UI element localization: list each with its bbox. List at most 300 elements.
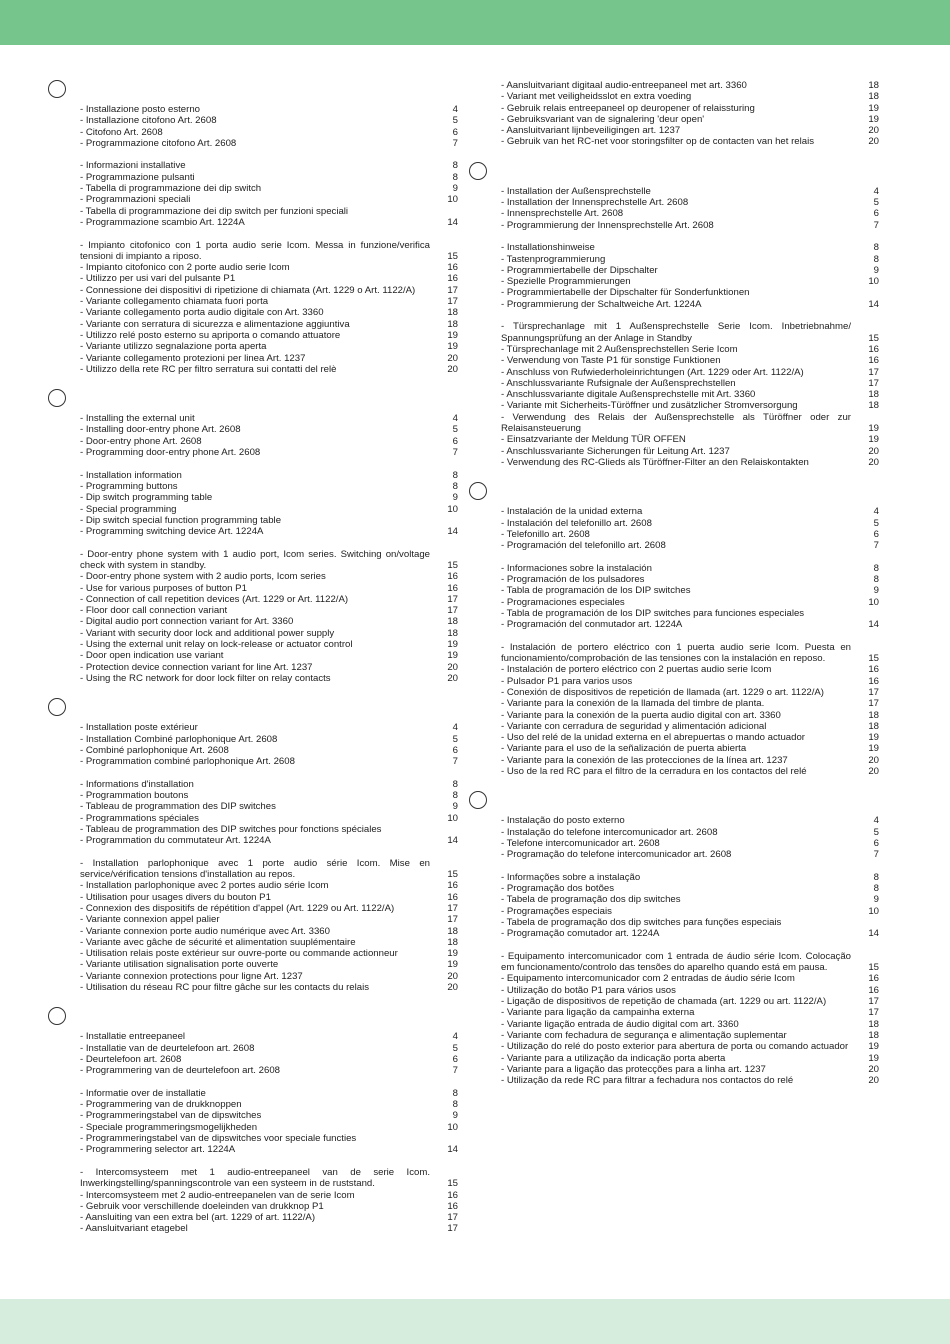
toc-entry-page: 17 [447, 1212, 458, 1224]
toc-entry [469, 894, 879, 905]
toc-entry-page: 18 [447, 307, 458, 319]
toc-entry-page: 5 [452, 115, 458, 127]
toc-entry [48, 285, 458, 296]
toc-entry-page: 9 [873, 894, 879, 906]
toc-entry [48, 307, 458, 318]
toc-entry [48, 959, 458, 970]
toc-entry [469, 389, 879, 400]
toc-entry-title: - Informazioni installative [80, 160, 186, 172]
toc-entry-page: 5 [452, 424, 458, 436]
toc-entry-page: 6 [452, 744, 458, 756]
toc-entry-title: - Programación del conmutador art. 1224A [501, 619, 683, 631]
language-flag-circle [469, 482, 487, 500]
toc-group [48, 1167, 458, 1235]
toc-entry [48, 1122, 458, 1133]
toc-entry [48, 364, 458, 375]
toc-entry-page: 17 [868, 996, 879, 1008]
toc-entry [469, 917, 879, 928]
toc-entry [469, 265, 879, 276]
toc-entry [469, 687, 879, 698]
toc-entry-page: 7 [452, 137, 458, 149]
toc-entry-page: 15 [868, 653, 879, 665]
toc-entry [469, 321, 879, 344]
toc-entry-page: 17 [868, 377, 879, 389]
toc-entry-page: 17 [447, 593, 458, 605]
toc-group [469, 186, 879, 231]
toc-entry [469, 827, 879, 838]
toc-entry-title: - Programmeringstabel van de dipswitches [80, 1110, 262, 1122]
toc-entry [48, 1212, 458, 1223]
toc-entry [48, 319, 458, 330]
toc-entry-page: 19 [868, 102, 879, 114]
toc-entry-page: 6 [452, 1053, 458, 1065]
toc-entry [469, 242, 879, 253]
toc-entry-title: - Instalación del telefonillo art. 2608 [501, 517, 652, 529]
toc-entry [48, 549, 458, 572]
toc-entry [48, 858, 458, 881]
toc-entry [48, 673, 458, 684]
toc-entry-page: 19 [868, 423, 879, 435]
toc-entry [469, 434, 879, 445]
toc-entry-page: 17 [868, 1007, 879, 1019]
toc-entry-page: 20 [447, 363, 458, 375]
toc-entry-title: - Door-entry phone Art. 2608 [80, 435, 202, 447]
toc-entry-title: - Anschlussvariante digitale Außensprechstelle mit Art. 3360 [501, 389, 756, 401]
toc-entry-page: 17 [447, 914, 458, 926]
toc-entry [48, 526, 458, 537]
toc-entry-title: - Utilizzo per usi vari del pulsante P1 [80, 273, 236, 285]
toc-entry-title: - Aansluitvariant etagebel [80, 1223, 188, 1235]
language-section-nl [469, 80, 879, 148]
toc-entry-page: 15 [447, 1178, 458, 1190]
toc-entry-page: 19 [868, 743, 879, 755]
toc-entry [469, 743, 879, 754]
toc-entry-title: - Dip switch programming table [80, 492, 213, 504]
toc-group [48, 722, 458, 767]
toc-entry-title: - Installazione citofono Art. 2608 [80, 115, 217, 127]
toc-group [48, 413, 458, 458]
toc-entry [469, 766, 879, 777]
toc-entry-title: - Programming buttons [80, 480, 178, 492]
toc-entry-page: 19 [447, 341, 458, 353]
toc-entry-title: - Telefone intercomunicador art. 2608 [501, 837, 660, 849]
toc-entry [469, 506, 879, 517]
toc-entry-page: 10 [447, 194, 458, 206]
toc-entry [48, 515, 458, 526]
language-flag-circle [469, 162, 487, 180]
language-flag-circle [48, 80, 66, 98]
toc-entry [48, 183, 458, 194]
toc-entry-page: 18 [868, 1029, 879, 1041]
toc-entry-page: 20 [868, 136, 879, 148]
toc-entry [48, 628, 458, 639]
toc-entry-page: 7 [452, 447, 458, 459]
toc-entry-page: 6 [873, 208, 879, 220]
toc-entry-title: - Utilisation du réseau RC pour filtre gâche sur les contacts du relais [80, 982, 370, 994]
toc-entry-page: 10 [447, 503, 458, 515]
toc-entry-page: 4 [873, 185, 879, 197]
toc-entry [48, 262, 458, 273]
toc-entry-page: 5 [873, 517, 879, 529]
toc-entry [469, 186, 879, 197]
toc-entry-page: 17 [447, 903, 458, 914]
toc-entry-page: 8 [452, 171, 458, 183]
toc-entry [48, 1054, 458, 1065]
toc-entry [48, 605, 458, 616]
toc-entry [469, 849, 879, 860]
toc-entry [469, 276, 879, 287]
toc-group [469, 951, 879, 1087]
toc-entry-page: 18 [868, 709, 879, 721]
toc-entry-page: 18 [868, 400, 879, 412]
toc-entry-title: - Installing door-entry phone Art. 2608 [80, 424, 241, 436]
toc-group [48, 1031, 458, 1076]
toc-entry-title: - Installation Combiné parlophonique Art. 2608 [80, 733, 278, 745]
toc-entry-title: - Installation der Außensprechstelle [501, 185, 651, 197]
toc-entry [469, 367, 879, 378]
toc-entry [469, 710, 879, 721]
toc-entry-title: - Variante para la conexión de la puerta audio digital con art. 3360 [501, 709, 781, 721]
toc-entry-page: 8 [452, 1087, 458, 1099]
toc-entry-page: 20 [868, 125, 879, 137]
toc-entry-title: - Variante para a utilização da indicação porta aberta [501, 1052, 726, 1064]
toc-entry-title: - Instalación de la unidad externa [501, 506, 643, 518]
toc-entry [469, 136, 879, 147]
toc-entry-title: - Informações sobre a instalação [501, 871, 641, 883]
toc-entry-page: 4 [873, 815, 879, 827]
language-section-fr [48, 698, 458, 993]
language-flag-circle [48, 698, 66, 716]
toc-entry-title: - Verwendung von Taste P1 für sonstige Funktionen [501, 355, 721, 367]
toc-entry-title: - Installation poste extérieur [80, 722, 198, 734]
toc-entry-title: - Dip switch special function programming table [80, 514, 282, 526]
toc-entry [48, 1088, 458, 1099]
toc-entry-title: - Programmazioni speciali [80, 194, 191, 206]
toc-entry [48, 240, 458, 263]
toc-entry-title: - Utilisation relais poste extérieur sur ouvre-porte ou commande actionneur [80, 948, 398, 960]
toc-entry [469, 355, 879, 366]
toc-entry [469, 540, 879, 551]
toc-entry-title: - Aansluitvariant digitaal audio-entreepaneel met art. 3360 [501, 80, 747, 91]
toc-entry-page: 16 [868, 675, 879, 687]
toc-entry-title: - Equipamento intercomunicador com 2 entradas de áudio série Icom [501, 973, 795, 985]
toc-entry [469, 585, 879, 596]
toc-entry [48, 937, 458, 948]
toc-entry-title: - Variante para la conexión de la llamada del timbre de planta. [501, 698, 765, 710]
toc-entry [48, 914, 458, 925]
toc-entry-title: - Programmeringstabel van de dipswitches voor speciale functies [80, 1133, 357, 1145]
toc-entry-title: - Programming switching device Art. 1224A [80, 526, 264, 538]
toc-entry-title: - Installationshinweise [501, 242, 595, 254]
toc-entry-title: - Einsatzvariante der Meldung TÜR OFFEN [501, 434, 686, 446]
toc-entry-title: - Gebruik van het RC-net voor storingsfilter op de contacten van het relais [501, 136, 815, 148]
toc-entry [469, 197, 879, 208]
toc-entry-title: - Tabela de programação dos dip switches para funções especiais [501, 917, 782, 928]
toc-entry-title: - Tabla de programación de los DIP switches para funciones especiales [501, 607, 805, 619]
toc-entry-title: - Variante collegamento protezioni per linea Art. 1237 [80, 352, 306, 364]
toc-entry-title: - Programmazione pulsanti [80, 171, 195, 183]
toc-entry-page: 18 [447, 318, 458, 330]
toc-entry [469, 1007, 879, 1018]
toc-entry-page: 17 [868, 686, 879, 698]
toc-entry [469, 208, 879, 219]
toc-entry [469, 721, 879, 732]
toc-entry [469, 973, 879, 984]
toc-entry-title: - Programmiertabelle der Dipschalter [501, 264, 658, 276]
toc-entry-title: - Spezielle Programmierungen [501, 276, 631, 288]
toc-entry [48, 1167, 458, 1190]
toc-entry-page: 10 [447, 1121, 458, 1133]
toc-column-right [469, 80, 879, 1100]
toc-entry-page: 7 [452, 756, 458, 768]
toc-entry-page: 8 [873, 871, 879, 883]
toc-entry [48, 722, 458, 733]
toc-entry-page: 10 [868, 596, 879, 608]
toc-entry [469, 529, 879, 540]
toc-entry-title: - Conexión de dispositivos de repetición de llamada (art. 1229 o art. 1122/A) [501, 686, 824, 698]
toc-entry [48, 127, 458, 138]
language-flag-circle [48, 389, 66, 407]
toc-entry [48, 948, 458, 959]
toc-entry-page: 20 [447, 970, 458, 982]
toc-entry-page: 10 [447, 812, 458, 824]
toc-entry [48, 413, 458, 424]
toc-entry-title: - Utilização do relé do posto exterior para abertura de porta ou comando actuador [501, 1041, 849, 1053]
toc-entry-page: 16 [447, 891, 458, 903]
toc-entry [469, 446, 879, 457]
toc-entry [48, 504, 458, 515]
toc-entry-page: 18 [868, 720, 879, 732]
toc-entry-title: - Variante avec gâche de sécurité et alimentation suuplémentaire [80, 936, 356, 948]
toc-entry-page: 8 [873, 562, 879, 574]
toc-entry-page: 4 [452, 104, 458, 115]
toc-entry-title: - Variante collegamento chiamata fuori porta [80, 296, 269, 308]
toc-entry-title: - Variante para ligação da campainha externa [501, 1007, 695, 1019]
toc-entry-title: - Utilizzo relé posto esterno su apriporta o comando attuatore [80, 329, 341, 341]
toc-entry [48, 926, 458, 937]
toc-entry [48, 650, 458, 661]
toc-entry-page: 8 [873, 883, 879, 895]
toc-entry [48, 616, 458, 627]
toc-entry [48, 982, 458, 993]
toc-entry-title: - Programação dos botões [501, 883, 615, 895]
toc-entry-title: - Variante utilisation signalisation porte ouverte [80, 959, 279, 971]
toc-entry [469, 91, 879, 102]
toc-entry-title: - Türsprechanlage mit 2 Außensprechstellen Serie Icom [501, 343, 738, 355]
toc-entry-page: 20 [868, 766, 879, 778]
toc-entry-title: - Tabella di programmazione dei dip switch [80, 183, 262, 195]
toc-entry-title: - Verwendung des Relais der Außensprechstelle als Türöffner oder zur Relaisansteuerung [501, 411, 851, 435]
toc-entry-title: - Utilisation pour usages divers du bouton P1 [80, 891, 271, 903]
toc-entry [469, 344, 879, 355]
footer-band [0, 1299, 950, 1344]
toc-entry [48, 813, 458, 824]
toc-entry [48, 583, 458, 594]
toc-entry [48, 273, 458, 284]
toc-entry [48, 1144, 458, 1155]
toc-entry-page: 8 [873, 253, 879, 265]
toc-entry [48, 903, 458, 914]
toc-entry-page: 17 [447, 284, 458, 296]
toc-entry-page: 18 [868, 389, 879, 401]
toc-entry-page: 19 [447, 959, 458, 971]
toc-entry-page: 20 [447, 661, 458, 673]
toc-entry [48, 1223, 458, 1234]
toc-entry-page: 8 [452, 469, 458, 481]
toc-entry [48, 756, 458, 767]
toc-entry-title: - Informaciones sobre la instalación [501, 562, 652, 574]
toc-entry-title: - Variante com fechadura de segurança e alimentação suplementar [501, 1029, 787, 1041]
toc-entry-title: - Programmations spéciales [80, 812, 199, 824]
toc-entry-title: - Gebruiksvariant van de signalering 'deur open' [501, 113, 705, 125]
toc-entry-page: 16 [447, 262, 458, 274]
toc-entry [48, 880, 458, 891]
toc-entry-page: 16 [868, 664, 879, 676]
toc-entry [469, 80, 879, 91]
toc-entry-page: 6 [452, 435, 458, 447]
toc-entry [48, 1031, 458, 1042]
toc-entry-title: - Türsprechanlage mit 1 Außensprechstelle Serie Icom. Inbetriebnahme/ Spannungsprüfung an der Anlage in Standby [501, 321, 851, 344]
toc-column-left [48, 80, 458, 1249]
toc-entry [48, 160, 458, 171]
toc-entry-page: 16 [447, 1200, 458, 1212]
toc-entry-title: - Installation der Innensprechstelle Art. 2608 [501, 197, 689, 209]
toc-entry [469, 1041, 879, 1052]
toc-entry-page: 20 [868, 445, 879, 457]
toc-entry [48, 470, 458, 481]
toc-entry-title: - Anschlussvariante Sicherungen für Leitung Art. 1237 [501, 445, 730, 457]
toc-entry-title: - Programmierung der Innensprechstelle Art. 2608 [501, 219, 714, 231]
toc-entry-page: 14 [447, 835, 458, 847]
toc-entry-page: 18 [868, 80, 879, 91]
language-section-nl [48, 1007, 458, 1234]
toc-group [469, 872, 879, 940]
toc-entry [48, 571, 458, 582]
toc-entry [469, 664, 879, 675]
toc-entry-title: - Instalación de portero eléctrico con 1 puerta audio serie Icom. Puesta en funcionamiento/comprobación de las tensiones con la instalación en reposo. [501, 641, 851, 665]
toc-entry-title: - Programmiertabelle der Dipschalter für Sonderfunktionen [501, 287, 750, 299]
toc-entry-title: - Variante para la conexión de las protecciones de la línea art. 1237 [501, 754, 788, 766]
toc-entry-title: - Programaciones especiales [501, 596, 625, 608]
toc-entry-title: - Installatie van de deurtelefoon art. 2608 [80, 1042, 255, 1054]
toc-entry-title: - Tabla de programación de los DIP switches [501, 585, 691, 597]
toc-entry [469, 815, 879, 826]
toc-entry [48, 492, 458, 503]
toc-entry-title: - Programmering van de deurtelefoon art. 2608 [80, 1065, 280, 1077]
toc-entry-page: 8 [452, 790, 458, 802]
toc-entry [469, 642, 879, 665]
toc-entry [469, 883, 879, 894]
toc-entry-title: - Anschluss von Rufwiederholeinrichtungen (Art. 1229 oder Art. 1122/A) [501, 366, 804, 378]
toc-entry-page: 20 [447, 982, 458, 994]
toc-group [48, 240, 458, 376]
language-section-it [48, 80, 458, 375]
toc-entry-page: 16 [447, 1189, 458, 1201]
toc-entry-title: - Instalação do telefone intercomunicador art. 2608 [501, 826, 718, 838]
toc-entry-page: 8 [873, 573, 879, 585]
toc-entry-page: 6 [873, 837, 879, 849]
toc-entry [48, 1043, 458, 1054]
toc-entry-title: - Impianto citofonico con 2 porte audio serie Icom [80, 262, 290, 274]
toc-entry-page: 14 [868, 928, 879, 940]
toc-entry-page: 16 [447, 273, 458, 285]
toc-entry [48, 296, 458, 307]
toc-entry-page: 14 [868, 619, 879, 631]
toc-entry [469, 125, 879, 136]
toc-entry [469, 114, 879, 125]
toc-entry-page: 10 [868, 276, 879, 288]
toc-entry-page: 18 [447, 616, 458, 628]
toc-entry-title: - Installation parlophonique avec 1 porte audio série Icom. Mise en service/vérification tensions d'installation au repos. [80, 857, 430, 881]
toc-entry-title: - Connexion des dispositifs de répétition d'appel (Art. 1229 ou Art. 1122/A) [80, 903, 395, 914]
toc-entry-title: - Programação do telefone intercomunicador art. 2608 [501, 849, 732, 861]
toc-entry-title: - Using the external unit relay on lock-release or actuator control [80, 639, 353, 651]
toc-entry-title: - Protection device connection variant for line Art. 1237 [80, 661, 313, 673]
language-flag-circle [469, 791, 487, 809]
toc-entry [48, 436, 458, 447]
toc-entry-page: 19 [447, 948, 458, 960]
toc-entry-page: 9 [452, 183, 458, 195]
toc-entry-title: - Installing the external unit [80, 413, 195, 425]
toc-entry-page: 4 [452, 1031, 458, 1043]
toc-entry-title: - Informatie over de installatie [80, 1087, 206, 1099]
toc-entry-title: - Tableau de programmation des DIP switches [80, 801, 276, 813]
toc-entry [469, 608, 879, 619]
toc-entry [48, 639, 458, 650]
toc-entry [469, 574, 879, 585]
toc-entry [469, 996, 879, 1007]
toc-entry [469, 563, 879, 574]
toc-entry-page: 20 [868, 1075, 879, 1087]
toc-entry [48, 1065, 458, 1076]
toc-entry [48, 801, 458, 812]
toc-group [469, 642, 879, 778]
language-section-es [469, 482, 879, 777]
toc-group [48, 549, 458, 685]
toc-entry-page: 7 [873, 540, 879, 552]
toc-entry [48, 594, 458, 605]
toc-entry [48, 779, 458, 790]
toc-entry-title: - Programming door-entry phone Art. 2608 [80, 447, 261, 459]
language-section-de [469, 162, 879, 468]
toc-entry [469, 838, 879, 849]
toc-entry-page: 6 [873, 528, 879, 540]
toc-entry-page: 16 [447, 880, 458, 892]
toc-entry-page: 14 [447, 526, 458, 538]
toc-group [48, 104, 458, 149]
toc-entry-title: - Installation parlophonique avec 2 portes audio série Icom [80, 880, 329, 892]
toc-entry-title: - Variant with security door lock and additional power supply [80, 627, 335, 639]
toc-entry-title: - Variante connexion porte audio numérique avec Art. 3360 [80, 925, 330, 937]
toc-entry-page: 19 [447, 650, 458, 662]
toc-entry [48, 662, 458, 673]
toc-entry [469, 755, 879, 766]
toc-entry-page: 16 [868, 355, 879, 367]
toc-entry-title: - Instalación de portero eléctrico con 2 puertas audio serie Icom [501, 664, 772, 676]
toc-entry-title: - Programações especiais [501, 905, 612, 917]
toc-entry-page: 6 [452, 126, 458, 138]
toc-entry-title: - Uso del relé de la unidad externa en el abrepuertas o mando actuador [501, 732, 805, 744]
toc-entry [469, 872, 879, 883]
toc-entry-title: - Variante con serratura di sicurezza e alimentazione aggiuntiva [80, 318, 350, 330]
toc-entry-title: - Programación del telefonillo art. 2608 [501, 540, 666, 552]
toc-entry-title: - Variante collegamento porta audio digitale con Art. 3360 [80, 307, 324, 319]
toc-entry-page: 18 [447, 627, 458, 639]
toc-entry-title: - Uso de la red RC para el filtro de la cerradura en los contactos del relé [501, 766, 807, 778]
toc-entry [469, 951, 879, 974]
toc-entry-title: - Programmering selector art. 1224A [80, 1144, 236, 1156]
toc-entry-title: - Verwendung des RC-Glieds als Türöffner-Filter an den Relaiskontakten [501, 456, 809, 468]
